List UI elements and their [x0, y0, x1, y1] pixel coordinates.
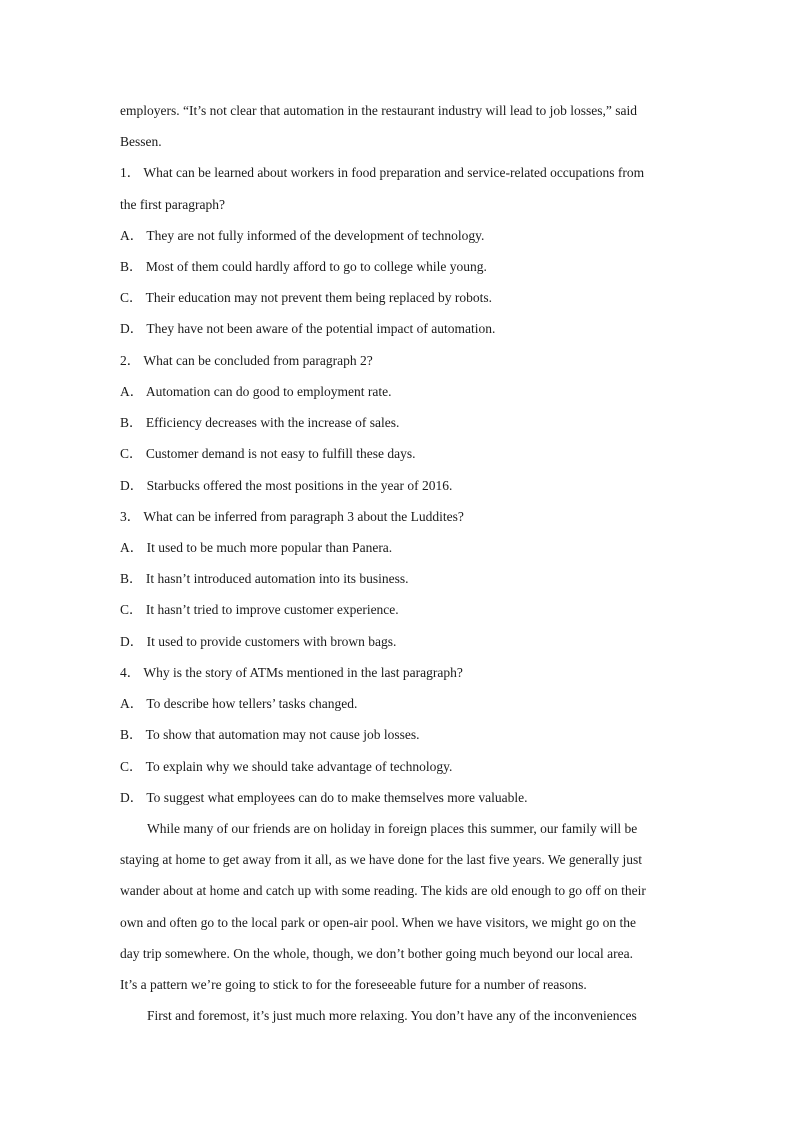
- question-3-option-c: C． It hasn’t tried to improve customer experience.: [120, 602, 399, 617]
- question-4-stem: 4． Why is the story of ATMs mentioned in the last paragraph?: [120, 665, 463, 680]
- passage2-para1-line-3: wander about at home and catch up with some reading. The kids are old enough to go off on their: [120, 883, 646, 898]
- question-2-option-b: B． Efficiency decreases with the increase of sales.: [120, 415, 400, 430]
- question-1-stem: 1． What can be learned about workers in food preparation and service-related occupations from: [120, 165, 645, 180]
- intro-line-1: employers. “It’s not clear that automation in the restaurant industry will lead to job losses,” said: [120, 103, 638, 118]
- passage2-para1-line-4: own and often go to the local park or open-air pool. When we have visitors, we might go on the: [120, 915, 636, 930]
- passage2-para1-line-5: day trip somewhere. On the whole, though, we don’t bother going much beyond our local area.: [120, 946, 633, 961]
- question-2-option-d: D． Starbucks offered the most positions in the year of 2016.: [120, 478, 453, 493]
- question-4-option-b: B． To show that automation may not cause job losses.: [120, 727, 420, 742]
- passage2-para1-line-6: It’s a pattern we’re going to stick to for the foreseeable future for a number of reasons.: [120, 977, 587, 992]
- question-2-option-c: C． Customer demand is not easy to fulfill these days.: [120, 446, 416, 461]
- intro-line-2: Bessen.: [120, 134, 162, 149]
- question-3-stem: 3． What can be inferred from paragraph 3 about the Luddites?: [120, 509, 464, 524]
- question-1-option-a: A． They are not fully informed of the development of technology.: [120, 228, 485, 243]
- question-1-stem-cont: the first paragraph?: [120, 197, 225, 212]
- question-3-option-d: D． It used to provide customers with brown bags.: [120, 634, 397, 649]
- question-4-option-d: D． To suggest what employees can do to make themselves more valuable.: [120, 790, 528, 805]
- passage2-para1-line-1: While many of our friends are on holiday in foreign places this summer, our family will be: [147, 821, 638, 836]
- question-3-option-a: A． It used to be much more popular than Panera.: [120, 540, 393, 555]
- question-2-stem: 2． What can be concluded from paragraph 2?: [120, 353, 373, 368]
- passage2-para1-line-2: staying at home to get away from it all, as we have done for the last five years. We generally just: [120, 852, 642, 867]
- question-4-option-a: A． To describe how tellers’ tasks changed.: [120, 696, 358, 711]
- question-2-option-a: A． Automation can do good to employment rate.: [120, 384, 392, 399]
- question-1-option-d: D． They have not been aware of the potential impact of automation.: [120, 321, 496, 336]
- passage2-para2-line-1: First and foremost, it’s just much more relaxing. You don’t have any of the inconveniences: [147, 1008, 637, 1023]
- question-1-option-b: B． Most of them could hardly afford to go to college while young.: [120, 259, 487, 274]
- question-1-option-c: C． Their education may not prevent them being replaced by robots.: [120, 290, 493, 305]
- question-3-option-b: B． It hasn’t introduced automation into its business.: [120, 571, 409, 586]
- question-4-option-c: C． To explain why we should take advantage of technology.: [120, 759, 453, 774]
